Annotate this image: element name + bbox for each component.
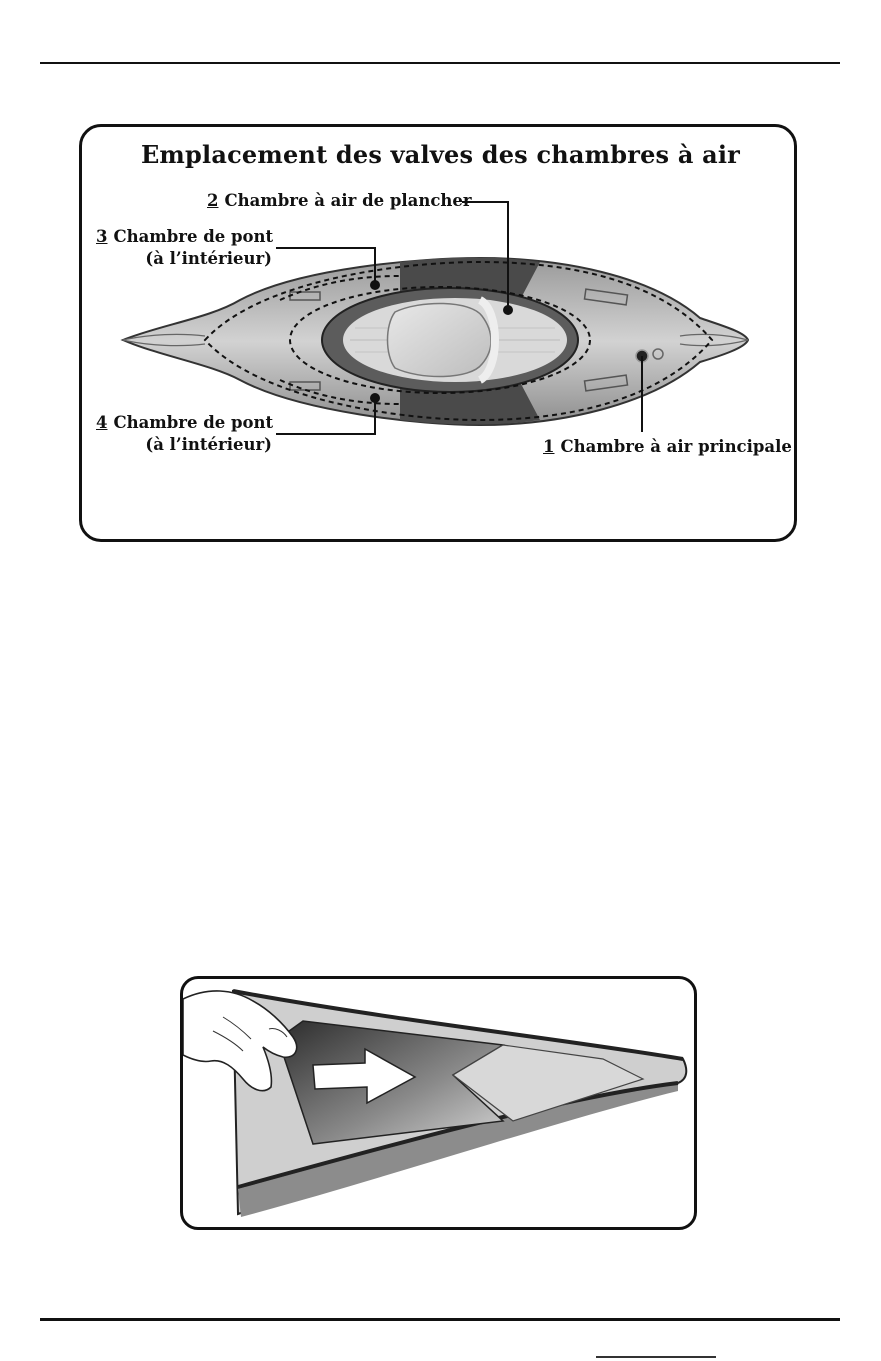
figure-title: Emplacement des valves des chambres à air (140, 140, 741, 169)
label-main-chamber: 1 Chambre à air principale (543, 437, 792, 456)
kayak-seat (388, 303, 492, 376)
label-deck-chamber-top: 3 Chambre de pont (à l’intérieur) (96, 227, 274, 268)
hand-pulling-cover-icon (183, 979, 694, 1227)
bottom-rule (40, 1318, 840, 1321)
footer-fragment (596, 1356, 716, 1358)
cover-inset-figure (180, 976, 697, 1230)
label-deck-chamber-bottom: 4 Chambre de pont (à l’intérieur) (96, 413, 274, 454)
label-floor-chamber: 2 Chambre à air de plancher (207, 191, 472, 210)
kayak-illustration (0, 0, 881, 560)
